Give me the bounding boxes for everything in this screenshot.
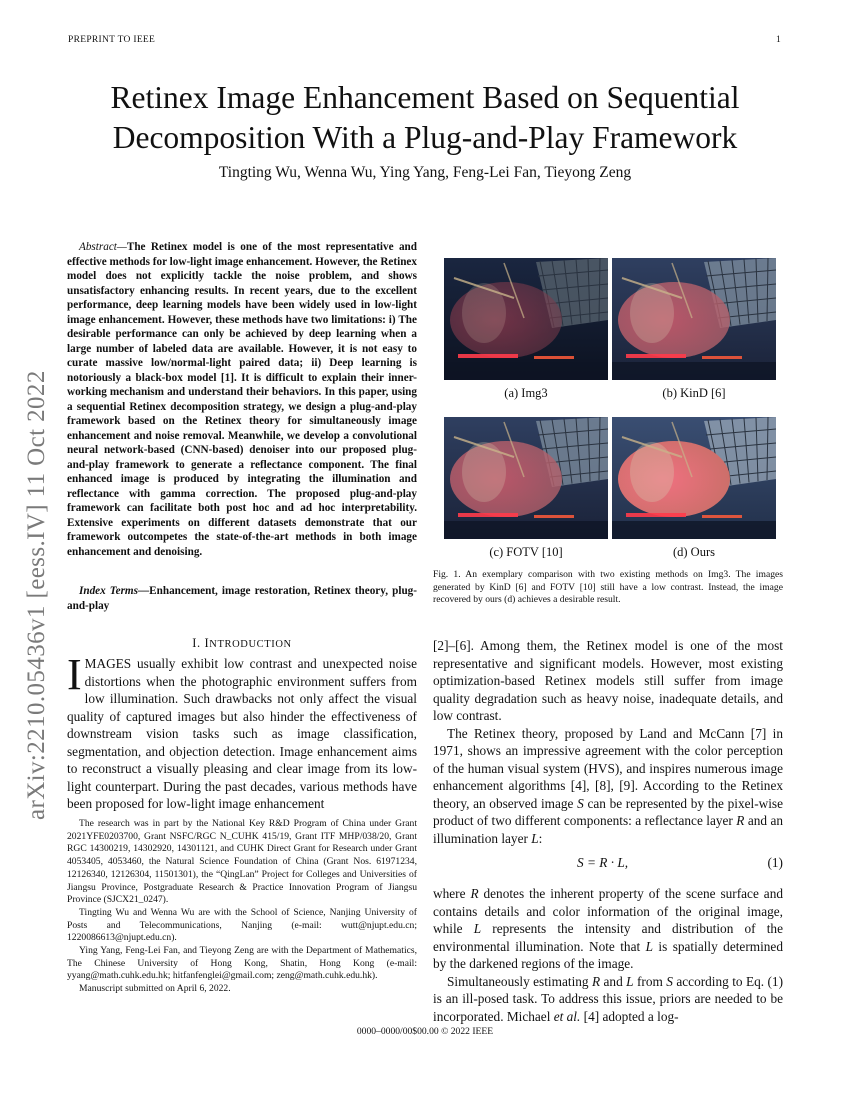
floor-shadow bbox=[444, 521, 608, 539]
right-column-text bbox=[433, 637, 783, 847]
paragraph: Simultaneously estimating R and L from S according to Eq. (1) is an ill-posed task. To address this issue, priors are needed to be incorporated. Michael et al. [4] adopted a log- bbox=[433, 973, 783, 1024]
satellite-highlight bbox=[462, 442, 506, 502]
right-column-text-continued bbox=[433, 885, 783, 1025]
index-terms-label: Index Terms— bbox=[79, 585, 150, 597]
figure-panel-img3 bbox=[444, 258, 608, 380]
running-header: PREPRINT TO IEEE bbox=[68, 35, 156, 45]
section-title-initial: I bbox=[204, 636, 210, 650]
figure-panel-fotv bbox=[444, 417, 608, 539]
floor-shadow bbox=[444, 362, 608, 380]
abstract-text: The Retinex model is one of the most representative and effective methods for low-light image enhancement. However, the Retinex model does not explicitly tackle the noise problem, and shows unsatisfactory enhancing results. In recent years, due to the excellent performance, deep learning models have been widely used in low-light image enhancement. However, these methods have two limitations: i) The desirable performance can only be achieved by deep learning when a large number of labeled data are available. However, it is not easy to curate massive low/normal-light paired data; ii) Deep learning is notoriously a black-box model [1]. It is difficult to explain their inner-working mechanism and understand their behaviors. In this paper, using a sequential Retinex decomposition strategy, we design a plug-and-play framework based on the Retinex theory for simultaneously image enhancement and noise removal. Meanwhile, we develop a convolutional neural network-based (CNN-based) denoiser into our proposed plug-and-play framework to generate a reflectance component. The final enhanced image is produced by integrating the illumination and reflectance with gamma correction. The proposed plug-and-play framework can facilitate both post hoc and ad hoc interpretability. Extensive experiments on different datasets demonstrate that our framework outcompetes the state-of-the-art methods in both image enhancement and denoising. bbox=[67, 241, 417, 558]
satellite-highlight bbox=[630, 442, 674, 502]
paragraph: The Retinex theory, proposed by Land and McCann [7] in 1971, shows an impressive agreement with the color perception of the human visual system (HVS), and inspires numerous image enhancement algorithms [4], [8], [9]. According to the Retinex theory, an observed image S can be represented by the pixel-wise product of two different components: a reflectance layer R and an illumination layer L: bbox=[433, 725, 783, 846]
copyright-footer: 0000–0000/00$00.00 © 2022 IEEE bbox=[356, 1026, 494, 1037]
equation-text: S = R · L, bbox=[577, 855, 629, 870]
paragraph: where R denotes the inherent property of the scene surface and contains details and color information of the original image, while L represents the intensity and distribution of the environmental illumination. Note that L is spatially determined by the darkened regions of the image. bbox=[433, 886, 783, 971]
section-number: I. bbox=[192, 636, 201, 650]
subfigure-caption: (c) FOTV [10] bbox=[489, 545, 563, 559]
arxiv-identifier-stamp: arXiv:2210.05436v1 [eess.IV] 11 Oct 2022 bbox=[23, 370, 50, 820]
abstract bbox=[67, 240, 417, 559]
drop-cap: I bbox=[67, 650, 82, 699]
footnote-affiliation-njupt: Tingting Wu and Wenna Wu are with the School of Science, Nanjing University of Posts and Telecommunications, Nanjing (e-mail: wutt@njupt.edu.cn; 1220086613@njupt.edu.cn). bbox=[67, 906, 417, 944]
equation-number: (1) bbox=[767, 855, 783, 870]
red-light bbox=[534, 356, 574, 359]
intro-paragraph bbox=[67, 650, 417, 813]
red-light bbox=[626, 354, 686, 358]
author-list: Tingting Wu, Wenna Wu, Ying Yang, Feng-Lei Fan, Tieyong Zeng bbox=[218, 164, 632, 181]
floor-shadow bbox=[612, 521, 776, 539]
paper-title: Retinex Image Enhancement Based on Sequential Decomposition With a Plug-and-Play Framework bbox=[110, 80, 740, 155]
red-light bbox=[534, 515, 574, 518]
section-title-rest: NTRODUCTION bbox=[209, 639, 292, 650]
paragraph: [2]–[6]. Among them, the Retinex model is one of the most representative and significant models. However, most existing optimization-based Retinex models still suffer from image quality degradation such as heavy noise, inadequate details, and low contrast. bbox=[433, 638, 783, 723]
index-terms-text: Enhancement, image restoration, Retinex theory, plug-and-play bbox=[67, 585, 417, 612]
subfigure-caption: (b) KinD [6] bbox=[662, 386, 726, 400]
abstract-label: Abstract— bbox=[79, 241, 127, 253]
footnote-manuscript-date: Manuscript submitted on April 6, 2022. bbox=[79, 983, 231, 995]
satellite-photo bbox=[444, 258, 608, 380]
index-terms bbox=[67, 584, 417, 613]
satellite-photo bbox=[444, 417, 608, 539]
floor-shadow bbox=[612, 362, 776, 380]
page-number: 1 bbox=[776, 35, 782, 45]
footnotes bbox=[67, 818, 417, 996]
red-light bbox=[702, 356, 742, 359]
figure-caption: Fig. 1. An exemplary comparison with two existing methods on Img3. The images generated by KinD [6] and FOTV [10] still have a low contrast. Instead, the image recovered by ours (d) achieves a desirable result. bbox=[433, 569, 783, 606]
satellite-highlight bbox=[630, 283, 674, 343]
satellite-highlight bbox=[462, 283, 506, 343]
section-heading bbox=[67, 636, 417, 651]
subfigure-caption: (a) Img3 bbox=[504, 386, 548, 400]
figure-panel-kind bbox=[612, 258, 776, 380]
satellite-photo bbox=[612, 258, 776, 380]
red-light bbox=[626, 513, 686, 517]
intro-text: usually exhibit low contrast and unexpected noise distortions when the photographic environment suffers from low illumination. Such drawbacks not only affect the visual quality of captured images but also hinder the effectiveness of downstream vision tasks such as image classification, segmentation, and objection detection. Image enhancement aims to reconstruct a visually pleasing and clear image from its low-light counterpart. During the past decades, various methods have been proposed for low-light image enhancement bbox=[67, 656, 417, 811]
red-light bbox=[458, 513, 518, 517]
footnote-affiliation-cuhk: Ying Yang, Feng-Lei Fan, and Tieyong Zeng are with the Department of Mathematics, The Chinese University of Hong Kong, Shatin, Hong Kong (e-mail: yyang@math.cuhk.edu.hk; hitfanfenglei@gmail.com; zeng@math.cuhk.edu.hk). bbox=[67, 945, 417, 982]
subfigure-caption: (d) Ours bbox=[672, 545, 715, 559]
intro-first-word: MAGES bbox=[84, 656, 132, 671]
red-light bbox=[702, 515, 742, 518]
satellite-photo bbox=[612, 417, 776, 539]
footnote-funding: The research was in part by the National Key R&D Program of China under Grant 2021YFE0203700, Grant NSFC/RGC N_CUHK 415/19, Grant ITF MHP/038/20, Grant RGC 14300219, 14302920, 14301121, and CUHK Direct Grant for Research under Grant 4053405, 4053460, the Natural Science Foundation of China (Grant Nos. 61971234, 12126340, 12126304, 11501301), the “QingLan” Project for Colleges and Universities of Jiangsu Province, Postgraduate Research & Practice Innovation Program of Jiangsu Province (SJCX21_0247). bbox=[67, 818, 417, 906]
figure-panel-ours bbox=[612, 417, 776, 539]
red-light bbox=[458, 354, 518, 358]
